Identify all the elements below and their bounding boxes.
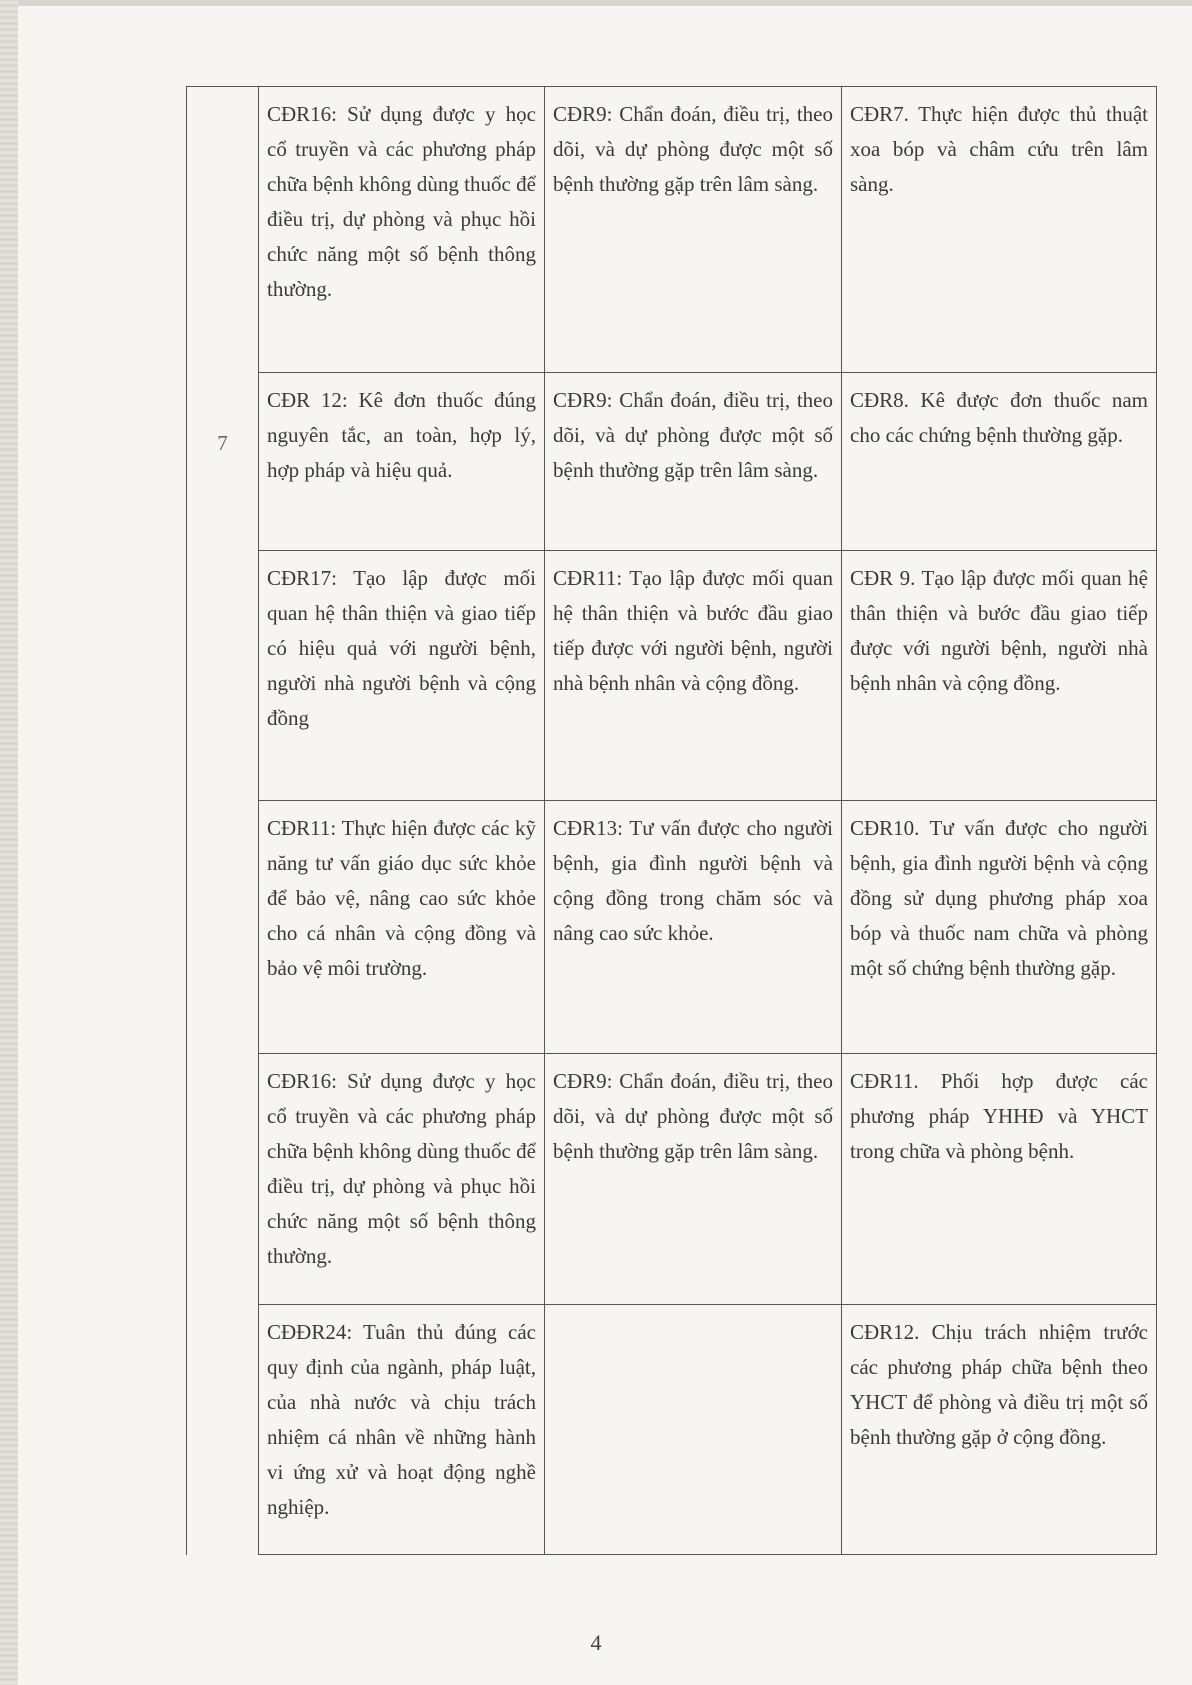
row-number-cell — [187, 87, 259, 801]
course-outcome-cell: CĐR 9. Tạo lập được mối quan hệ thân thiện và bước đầu giao tiếp được với người bệnh, người nhà bệnh nhân và cộng đồng. — [842, 551, 1157, 801]
page-number: 4 — [590, 1630, 602, 1655]
table-row — [187, 1305, 1157, 1555]
program-outcome-cell: CĐĐR24: Tuân thủ đúng các quy định của ngành, pháp luật, của nhà nước và chịu trách nhiệm cá nhân về những hành vi ứng xử và hoạt động nghề nghiệp. — [259, 1305, 545, 1555]
module-outcome-cell: CĐR11: Tạo lập được mối quan hệ thân thiện và bước đầu giao tiếp được với người bệnh, người nhà bệnh nhân và cộng đồng. — [545, 551, 842, 801]
module-outcome-cell: CĐR13: Tư vấn được cho người bệnh, gia đình người bệnh và cộng đồng trong chăm sóc và nâng cao sức khỏe. — [545, 801, 842, 1054]
table-row — [187, 801, 1157, 1054]
program-outcome-cell: CĐR16: Sử dụng được y học cổ truyền và các phương pháp chữa bệnh không dùng thuốc để điều trị, dự phòng và phục hồi chức năng một số bệnh thông thường. — [259, 87, 545, 373]
table-row — [187, 87, 1157, 373]
scan-top-edge — [0, 0, 1192, 6]
program-outcome-cell: CĐR16: Sử dụng được y học cổ truyền và các phương pháp chữa bệnh không dùng thuốc để điều trị, dự phòng và phục hồi chức năng một số bệnh thông thường. — [259, 1054, 545, 1305]
module-outcome-cell: CĐR9: Chẩn đoán, điều trị, theo dõi, và dự phòng được một số bệnh thường gặp trên lâm sàng. — [545, 373, 842, 551]
course-outcome-cell: CĐR10. Tư vấn được cho người bệnh, gia đình người bệnh và cộng đồng sử dụng phương pháp xoa bóp và thuốc nam chữa và phòng một số chứng bệnh thường gặp. — [842, 801, 1157, 1054]
module-outcome-cell — [545, 1305, 842, 1555]
program-outcome-cell: CĐR17: Tạo lập được mối quan hệ thân thiện và giao tiếp có hiệu quả với người bệnh, người nhà người bệnh và cộng đồng — [259, 551, 545, 801]
program-outcome-cell: CĐR 12: Kê đơn thuốc đúng nguyên tắc, an toàn, hợp lý, hợp pháp và hiệu quả. — [259, 373, 545, 551]
program-outcome-cell: CĐR11: Thực hiện được các kỹ năng tư vấn giáo dục sức khỏe để bảo vệ, nâng cao sức khỏe cho cá nhân và cộng đồng và bảo vệ môi trường. — [259, 801, 545, 1054]
table-row — [187, 1054, 1157, 1305]
outcomes-table — [186, 86, 1157, 1555]
table-row — [187, 373, 1157, 551]
course-outcome-cell: CĐR7. Thực hiện được thủ thuật xoa bóp và châm cứu trên lâm sàng. — [842, 87, 1157, 373]
module-outcome-cell: CĐR9: Chẩn đoán, điều trị, theo dõi, và dự phòng được một số bệnh thường gặp trên lâm sàng. — [545, 1054, 842, 1305]
course-outcome-cell: CĐR12. Chịu trách nhiệm trước các phương pháp chữa bệnh theo YHCT để phòng và điều trị một số bệnh thường gặp ở cộng đồng. — [842, 1305, 1157, 1555]
module-outcome-cell: CĐR9: Chẩn đoán, điều trị, theo dõi, và dự phòng được một số bệnh thường gặp trên lâm sàng. — [545, 87, 842, 373]
row-number-cell — [187, 801, 259, 1555]
table-row — [187, 551, 1157, 801]
row-number: 7 — [217, 431, 228, 456]
scan-left-edge — [0, 0, 18, 1685]
course-outcome-cell: CĐR8. Kê được đơn thuốc nam cho các chứng bệnh thường gặp. — [842, 373, 1157, 551]
course-outcome-cell: CĐR11. Phối hợp được các phương pháp YHHĐ và YHCT trong chữa và phòng bệnh. — [842, 1054, 1157, 1305]
